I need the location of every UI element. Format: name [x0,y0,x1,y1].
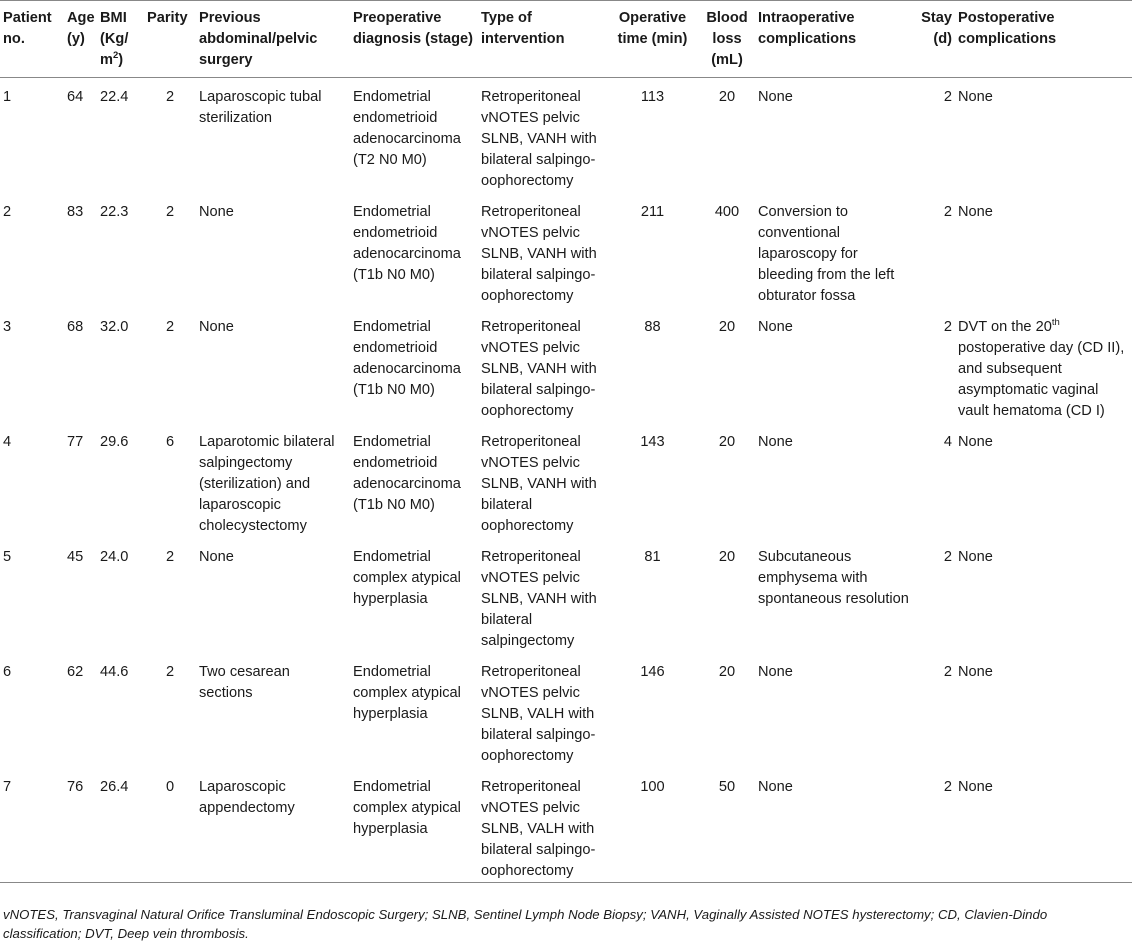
cell-parity: 2 [165,89,175,105]
cell-age: 83 [67,203,84,220]
cell-intraop-complications: None [758,663,793,680]
cell-age: 76 [67,778,84,795]
cell-patient: 2 [3,203,12,220]
cell-intervention: Retroperitoneal vNOTES pelvic SLNB, VANH with bilateral salpingo-oophorectomy [481,318,597,419]
footnote-line-1: vNOTES, Transvaginal Natural Orifice Transluminal Endoscopic Surgery; SLNB, Sentinel Lymph Node Biopsy; VANH, Vaginally Assisted NOTES hysterectomy; CD, Clavien-Dindo [3,907,1048,922]
cell-patient: 3 [3,318,12,335]
cell-parity: 6 [165,433,175,450]
header-stay: Stay (d) [921,10,952,47]
cell-intervention: Retroperitoneal vNOTES pelvic SLNB, VANH with bilateral salpingectomy [481,548,597,649]
cell-diagnosis: Endometrial complex atypical hyperplasia [353,548,461,607]
cell-age: 45 [67,548,84,565]
cell-postop-complications [955,308,1132,423]
cell-bmi: 24.0 [100,548,129,565]
table-row [0,78,1132,193]
cell-intervention: Retroperitoneal vNOTES pelvic SLNB, VANH with bilateral salpingo-oophorectomy [481,89,597,189]
table-row [0,538,1132,653]
table-row [0,653,1132,768]
cell-patient: 6 [3,663,12,680]
cell-intraop-complications: None [758,89,793,105]
table-row [0,768,1132,883]
cell-previous-surgery: None [199,318,234,335]
header-intraop-complications: Intraoperative complications [758,10,857,47]
cell-blood-loss: 20 [718,663,736,680]
cell-previous-surgery: None [199,203,234,220]
cell-intervention: Retroperitoneal vNOTES pelvic SLNB, VANH with bilateral oophorectomy [481,433,597,534]
cell-operative-time: 113 [640,89,665,105]
header-age: Age (y) [67,10,95,47]
cell-stay: 2 [943,318,952,335]
cell-diagnosis: Endometrial endometrioid adenocarcinoma (T1b N0 M0) [353,433,461,513]
cell-parity: 2 [165,318,175,335]
cell-patient: 7 [3,778,12,795]
table-row [0,193,1132,308]
cell-bmi: 44.6 [100,663,129,680]
cell-intervention: Retroperitoneal vNOTES pelvic SLNB, VALH with bilateral salpingo-oophorectomy [481,778,596,879]
cell-intraop-complications: None [758,433,793,450]
cell-parity: 0 [165,778,175,795]
cell-stay: 2 [943,89,952,105]
cell-age: 68 [67,318,84,335]
header-bmi-text: BMI (Kg/ m [100,10,129,68]
table-row [0,423,1132,538]
cell-operative-time: 100 [640,778,665,795]
header-intervention: Type of intervention [481,10,565,47]
cell-previous-surgery: None [199,548,234,565]
cell-postop-complications: None [958,203,993,220]
header-bmi [97,1,144,78]
header-patient: Patient no. [3,10,52,47]
cell-parity: 2 [165,548,175,565]
cell-diagnosis: Endometrial endometrioid adenocarcinoma (T2 N0 M0) [353,89,461,168]
cell-bmi: 32.0 [100,318,129,335]
header-previous-surgery: Previous abdominal/pelvic surgery [199,10,318,68]
cell-operative-time: 88 [644,318,661,335]
cell-bmi: 22.4 [100,89,129,105]
cell-previous-surgery: Two cesarean sections [199,663,290,701]
cell-patient: 5 [3,548,12,565]
cell-operative-time: 146 [640,663,665,680]
cell-blood-loss: 20 [718,89,736,105]
table-header [0,1,1132,78]
cell-blood-loss: 20 [718,433,736,450]
cell-diagnosis: Endometrial complex atypical hyperplasia [353,663,461,722]
cell-stay: 4 [943,433,952,450]
cell-postop-complications: None [958,433,993,450]
cell-parity: 2 [165,663,175,680]
cell-intraop-complications: Subcutaneous emphysema with spontaneous resolution [758,548,909,607]
cell-bmi: 22.3 [100,203,129,220]
cell-blood-loss: 20 [718,318,736,335]
cell-operative-time: 81 [644,548,661,565]
cell-parity: 2 [165,203,175,220]
header-bmi-sup: 2 [112,50,119,62]
cell-stay: 2 [943,203,952,220]
postop-text: DVT on the 20 [958,318,1052,335]
cell-previous-surgery: Laparotomic bilateral salpingectomy (sterilization) and laparoscopic cholecystectomy [199,433,335,534]
cell-patient: 4 [3,433,12,450]
cell-intervention: Retroperitoneal vNOTES pelvic SLNB, VANH with bilateral salpingo-oophorectomy [481,203,597,304]
cell-stay: 2 [943,778,952,795]
postop-sup: th [1051,316,1060,328]
cell-diagnosis: Endometrial endometrioid adenocarcinoma (T1b N0 M0) [353,318,461,398]
cell-age: 62 [67,663,84,680]
cell-age: 64 [67,89,84,105]
header-operative-time: Operative time (min) [617,10,688,47]
cell-intraop-complications: None [758,778,793,795]
header-postop-complications: Postoperative complications [958,10,1057,47]
cell-blood-loss: 400 [714,203,740,220]
cell-intraop-complications: Conversion to conventional laparoscopy for bleeding from the left obturator fossa [758,203,895,304]
cell-diagnosis: Endometrial complex atypical hyperplasia [353,778,461,837]
cell-postop-complications: None [958,548,993,565]
cell-blood-loss: 50 [718,778,736,795]
cell-age: 77 [67,433,84,450]
cell-operative-time: 143 [640,433,665,450]
cell-bmi: 26.4 [100,778,129,795]
cell-postop-complications: None [958,89,993,105]
cell-bmi: 29.6 [100,433,129,450]
cell-intraop-complications: None [758,318,793,335]
postop-text-rest: postoperative day (CD II), and subsequent asymptomatic vaginal vault hematoma (CD I) [958,339,1125,419]
cell-patient: 1 [3,89,12,105]
cell-postop-complications: None [958,778,993,795]
header-row [0,1,1132,78]
table-footnote [3,905,1123,943]
header-blood-loss: Blood loss (mL) [706,10,748,68]
header-diagnosis: Preoperative diagnosis (stage) [353,10,474,47]
footnote-line-2: classification; DVT, Deep vein thrombosis. [3,926,249,941]
cell-postop-complications: None [958,663,993,680]
cell-blood-loss: 20 [718,548,736,565]
cell-stay: 2 [943,663,952,680]
cell-previous-surgery: Laparoscopic appendectomy [199,778,295,816]
header-bmi-suffix: ) [118,52,124,68]
cell-intervention: Retroperitoneal vNOTES pelvic SLNB, VALH with bilateral salpingo-oophorectomy [481,663,596,764]
cell-operative-time: 211 [640,203,665,220]
header-parity: Parity [147,10,188,26]
cell-stay: 2 [943,548,952,565]
table-body [0,78,1132,883]
table-row [0,308,1132,423]
cell-previous-surgery: Laparoscopic tubal sterilization [199,89,322,126]
cell-diagnosis: Endometrial endometrioid adenocarcinoma (T1b N0 M0) [353,203,461,283]
